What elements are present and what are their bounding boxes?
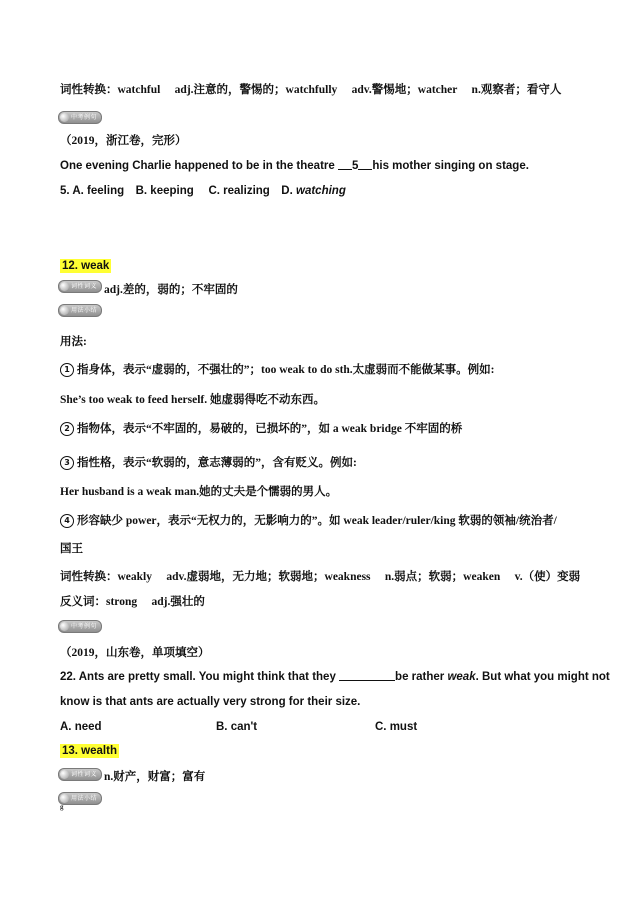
usage-example-1: She’s too weak to feed herself. 她虚弱得吃不动东西。 xyxy=(60,394,326,406)
tag-dot-icon xyxy=(60,306,69,315)
wealth-meaning: n.财产，财富；富有 xyxy=(104,771,206,783)
exam-option-a: A. need xyxy=(60,721,102,733)
tag-dot-icon xyxy=(60,622,69,631)
tag-dot-icon xyxy=(60,794,69,803)
word-sense-tag: 词性词义 xyxy=(58,280,102,293)
weak-antonym: 反义词：strong adj.强壮的 xyxy=(60,596,205,608)
tag-dot-icon xyxy=(60,113,69,122)
exam-source: （2019，浙江卷，完形） xyxy=(60,135,187,147)
circled-number-icon: 1 xyxy=(60,363,74,377)
usage-item-1: 1 指身体，表示“虚弱的，不强壮的”；too weak to do sth.太虚弱而不能做某事。例如: xyxy=(60,362,495,378)
word-heading-weak: 12. weak xyxy=(62,260,110,272)
exam-options: 5. A. feeling B. keeping C. realizing D. watching xyxy=(60,185,346,197)
exam-option-c: C. must xyxy=(375,721,418,733)
word-sense-tag-2: 词性词义 xyxy=(58,768,102,781)
usage-label: 用法: xyxy=(60,336,87,348)
tag-dot-icon xyxy=(60,282,69,291)
cut-off-text: g xyxy=(60,803,64,811)
word-heading-wealth: 13. wealth xyxy=(62,745,117,757)
usage-example-3: Her husband is a weak man.她的丈夫是个懦弱的男人。 xyxy=(60,486,338,498)
exam-source-2: （2019，山东卷，单项填空） xyxy=(60,647,210,659)
exam-example-tag-2: 中考例句 xyxy=(58,620,102,633)
usage-summary-tag-2: 用法小结 xyxy=(58,792,102,805)
weak-word-conversion: 词性转换：weakly adv.虚弱地，无力地；软弱地；weakness n.弱点；软弱；weaken v.（使）变弱 xyxy=(60,571,581,583)
exam-question-2-line2: know is that ants are actually very strong for their size. xyxy=(60,696,361,708)
exam-example-tag: 中考例句 xyxy=(58,111,102,124)
usage-item-3: 3 指性格，表示“软弱的，意志薄弱的”，含有贬义。例如: xyxy=(60,455,357,471)
circled-number-icon: 2 xyxy=(60,422,74,436)
circled-number-icon: 4 xyxy=(60,514,74,528)
circled-number-icon: 3 xyxy=(60,456,74,470)
usage-item-2: 2 指物体，表示“不牢固的，易破的，已损坏的”，如 a weak bridge 不牢固的桥 xyxy=(60,421,462,437)
usage-summary-tag: 用法小结 xyxy=(58,304,102,317)
exam-question: One evening Charlie happened to be in the theatre 5 his mother singing on stage. xyxy=(60,160,529,172)
weak-meaning: adj.差的，弱的；不牢固的 xyxy=(104,284,238,296)
watch-word-conversion: 词性转换：watchful adj.注意的，警惕的；watchfully adv.警惕地；watcher n.观察者；看守人 xyxy=(60,84,562,96)
usage-item-4: 4 形容缺少 power，表示“无权力的，无影响力的”。如 weak leader/ruler/king 软弱的领袖/统治者/ xyxy=(60,513,557,529)
usage-item-4-continued: 国王 xyxy=(60,543,83,555)
exam-question-2: 22. Ants are pretty small. You might think that they be rather weak. But what you might not xyxy=(60,671,610,683)
tag-dot-icon xyxy=(60,770,69,779)
exam-option-b: B. can't xyxy=(216,721,258,733)
